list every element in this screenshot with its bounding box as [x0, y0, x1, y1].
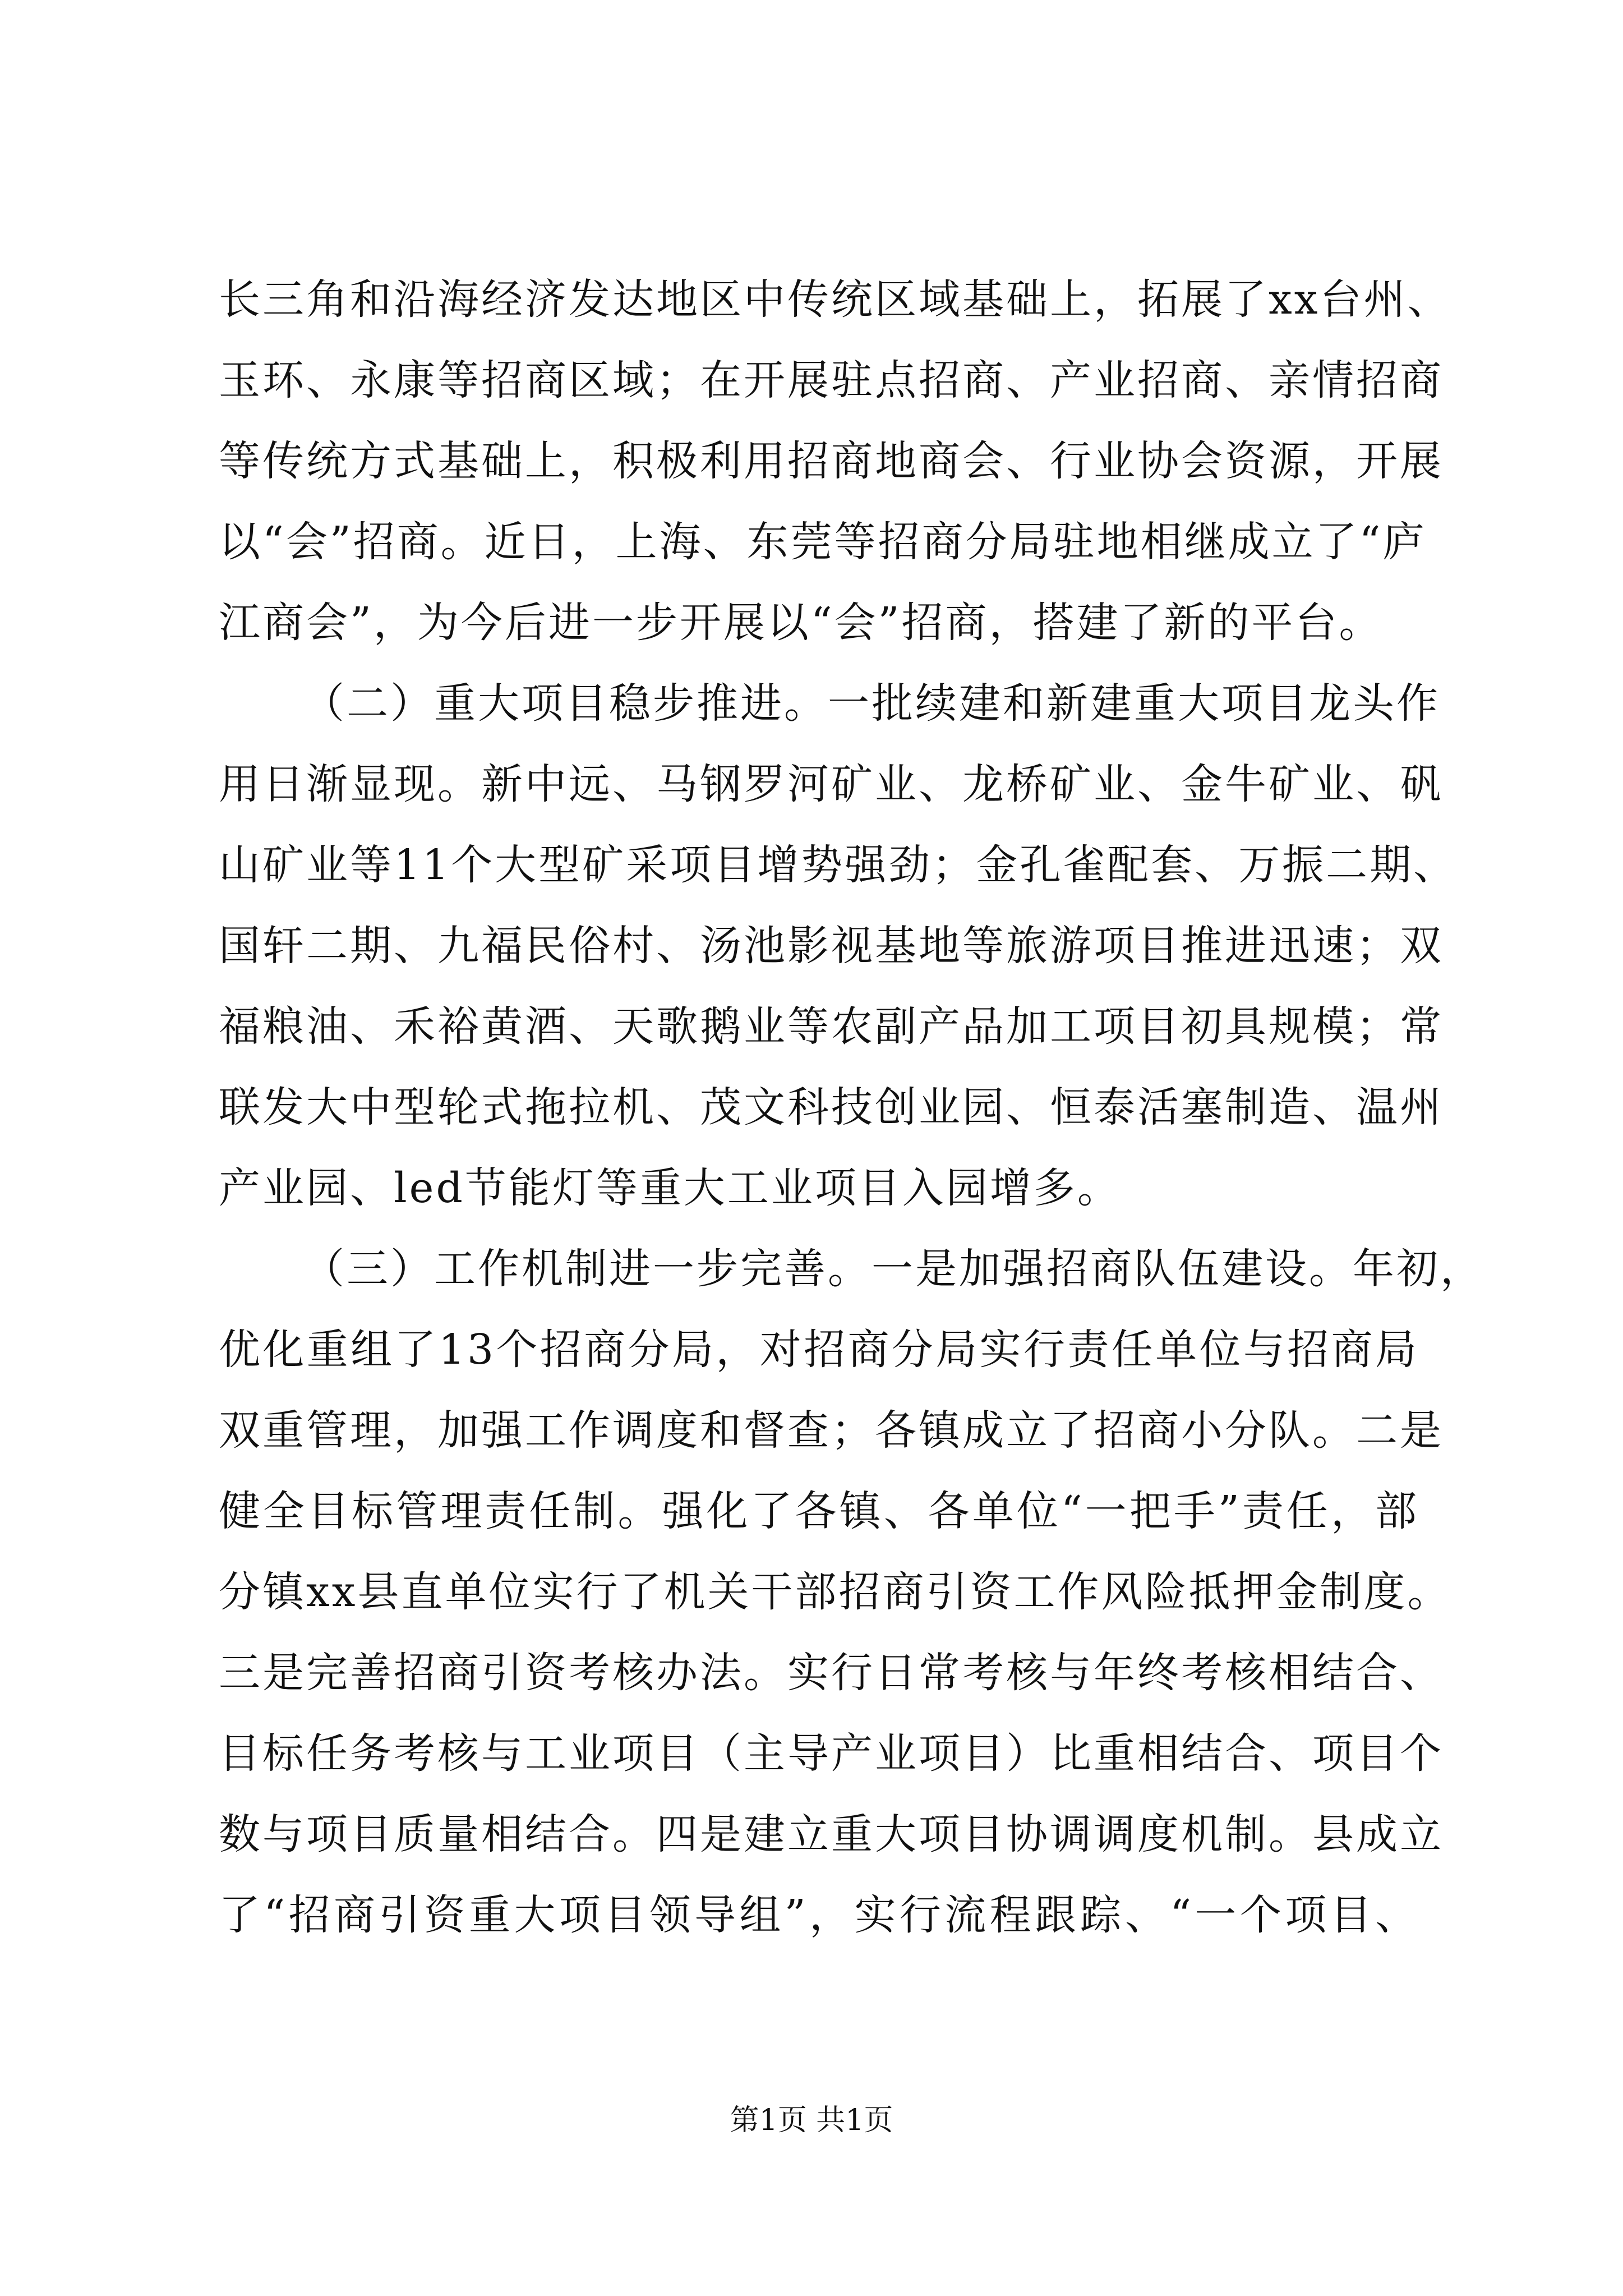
text-line: 产业园、led节能灯等重大工业项目入园增多。: [219, 1164, 1121, 1212]
text-line: 优化重组了13个招商分局，对招商分局实行责任单位与招商局: [219, 1326, 1419, 1374]
text-line: 江商会”，为今后进一步开展以“会”招商，搭建了新的平台。: [219, 599, 1383, 647]
text-line: 福粮油、禾裕黄酒、天歌鹅业等农副产品加工项目初具规模；常: [219, 1002, 1444, 1051]
text-line: 等传统方式基础上，积极利用招商地商会、行业协会资源，开展: [219, 437, 1444, 485]
text-line: 了“招商引资重大项目领导组”，实行流程跟踪、“一个项目、: [219, 1891, 1419, 1939]
paragraph-first-line: （三）工作机制进一步完善。一是加强招商队伍建设。年初，: [303, 1245, 1484, 1293]
text-line: 以“会”招商。近日，上海、东莞等招商分局驻地相继成立了“庐: [219, 518, 1427, 566]
text-line: 双重管理，加强工作调度和督查；各镇成立了招商小分队。二是: [219, 1406, 1444, 1455]
page-footer: 第1页 共1页: [730, 2104, 893, 2137]
text-line: 用日渐显现。新中远、马钢罗河矿业、龙桥矿业、金牛矿业、矾: [219, 760, 1444, 808]
text-line: 分镇xx县直单位实行了机关干部招商引资工作风险抵押金制度。: [219, 1568, 1451, 1616]
document-body: [219, 259, 1484, 1955]
text-line: 目标任务考核与工业项目（主导产业项目）比重相结合、项目个: [219, 1729, 1444, 1778]
text-line: 长三角和沿海经济发达地区中传统区域基础上，拓展了xx台州、: [219, 275, 1451, 324]
text-line: 数与项目质量相结合。四是建立重大项目协调调度机制。县成立: [219, 1810, 1444, 1858]
text-line: 国轩二期、九福民俗村、汤池影视基地等旅游项目推进迅速；双: [219, 922, 1444, 970]
text-line: 玉环、永康等招商区域；在开展驻点招商、产业招商、亲情招商: [219, 356, 1444, 404]
text-line: 联发大中型轮式拖拉机、茂文科技创业园、恒泰活塞制造、温州: [219, 1083, 1444, 1131]
text-line: 健全目标管理责任制。强化了各镇、各单位“一把手”责任，部: [219, 1487, 1419, 1535]
text-line: 山矿业等11个大型矿采项目增势强劲；金孔雀配套、万振二期、: [219, 841, 1458, 889]
paragraph-first-line: （二）重大项目稳步推进。一批续建和新建重大项目龙头作: [303, 679, 1440, 728]
text-line: 三是完善招商引资考核办法。实行日常考核与年终考核相结合、: [219, 1649, 1444, 1697]
